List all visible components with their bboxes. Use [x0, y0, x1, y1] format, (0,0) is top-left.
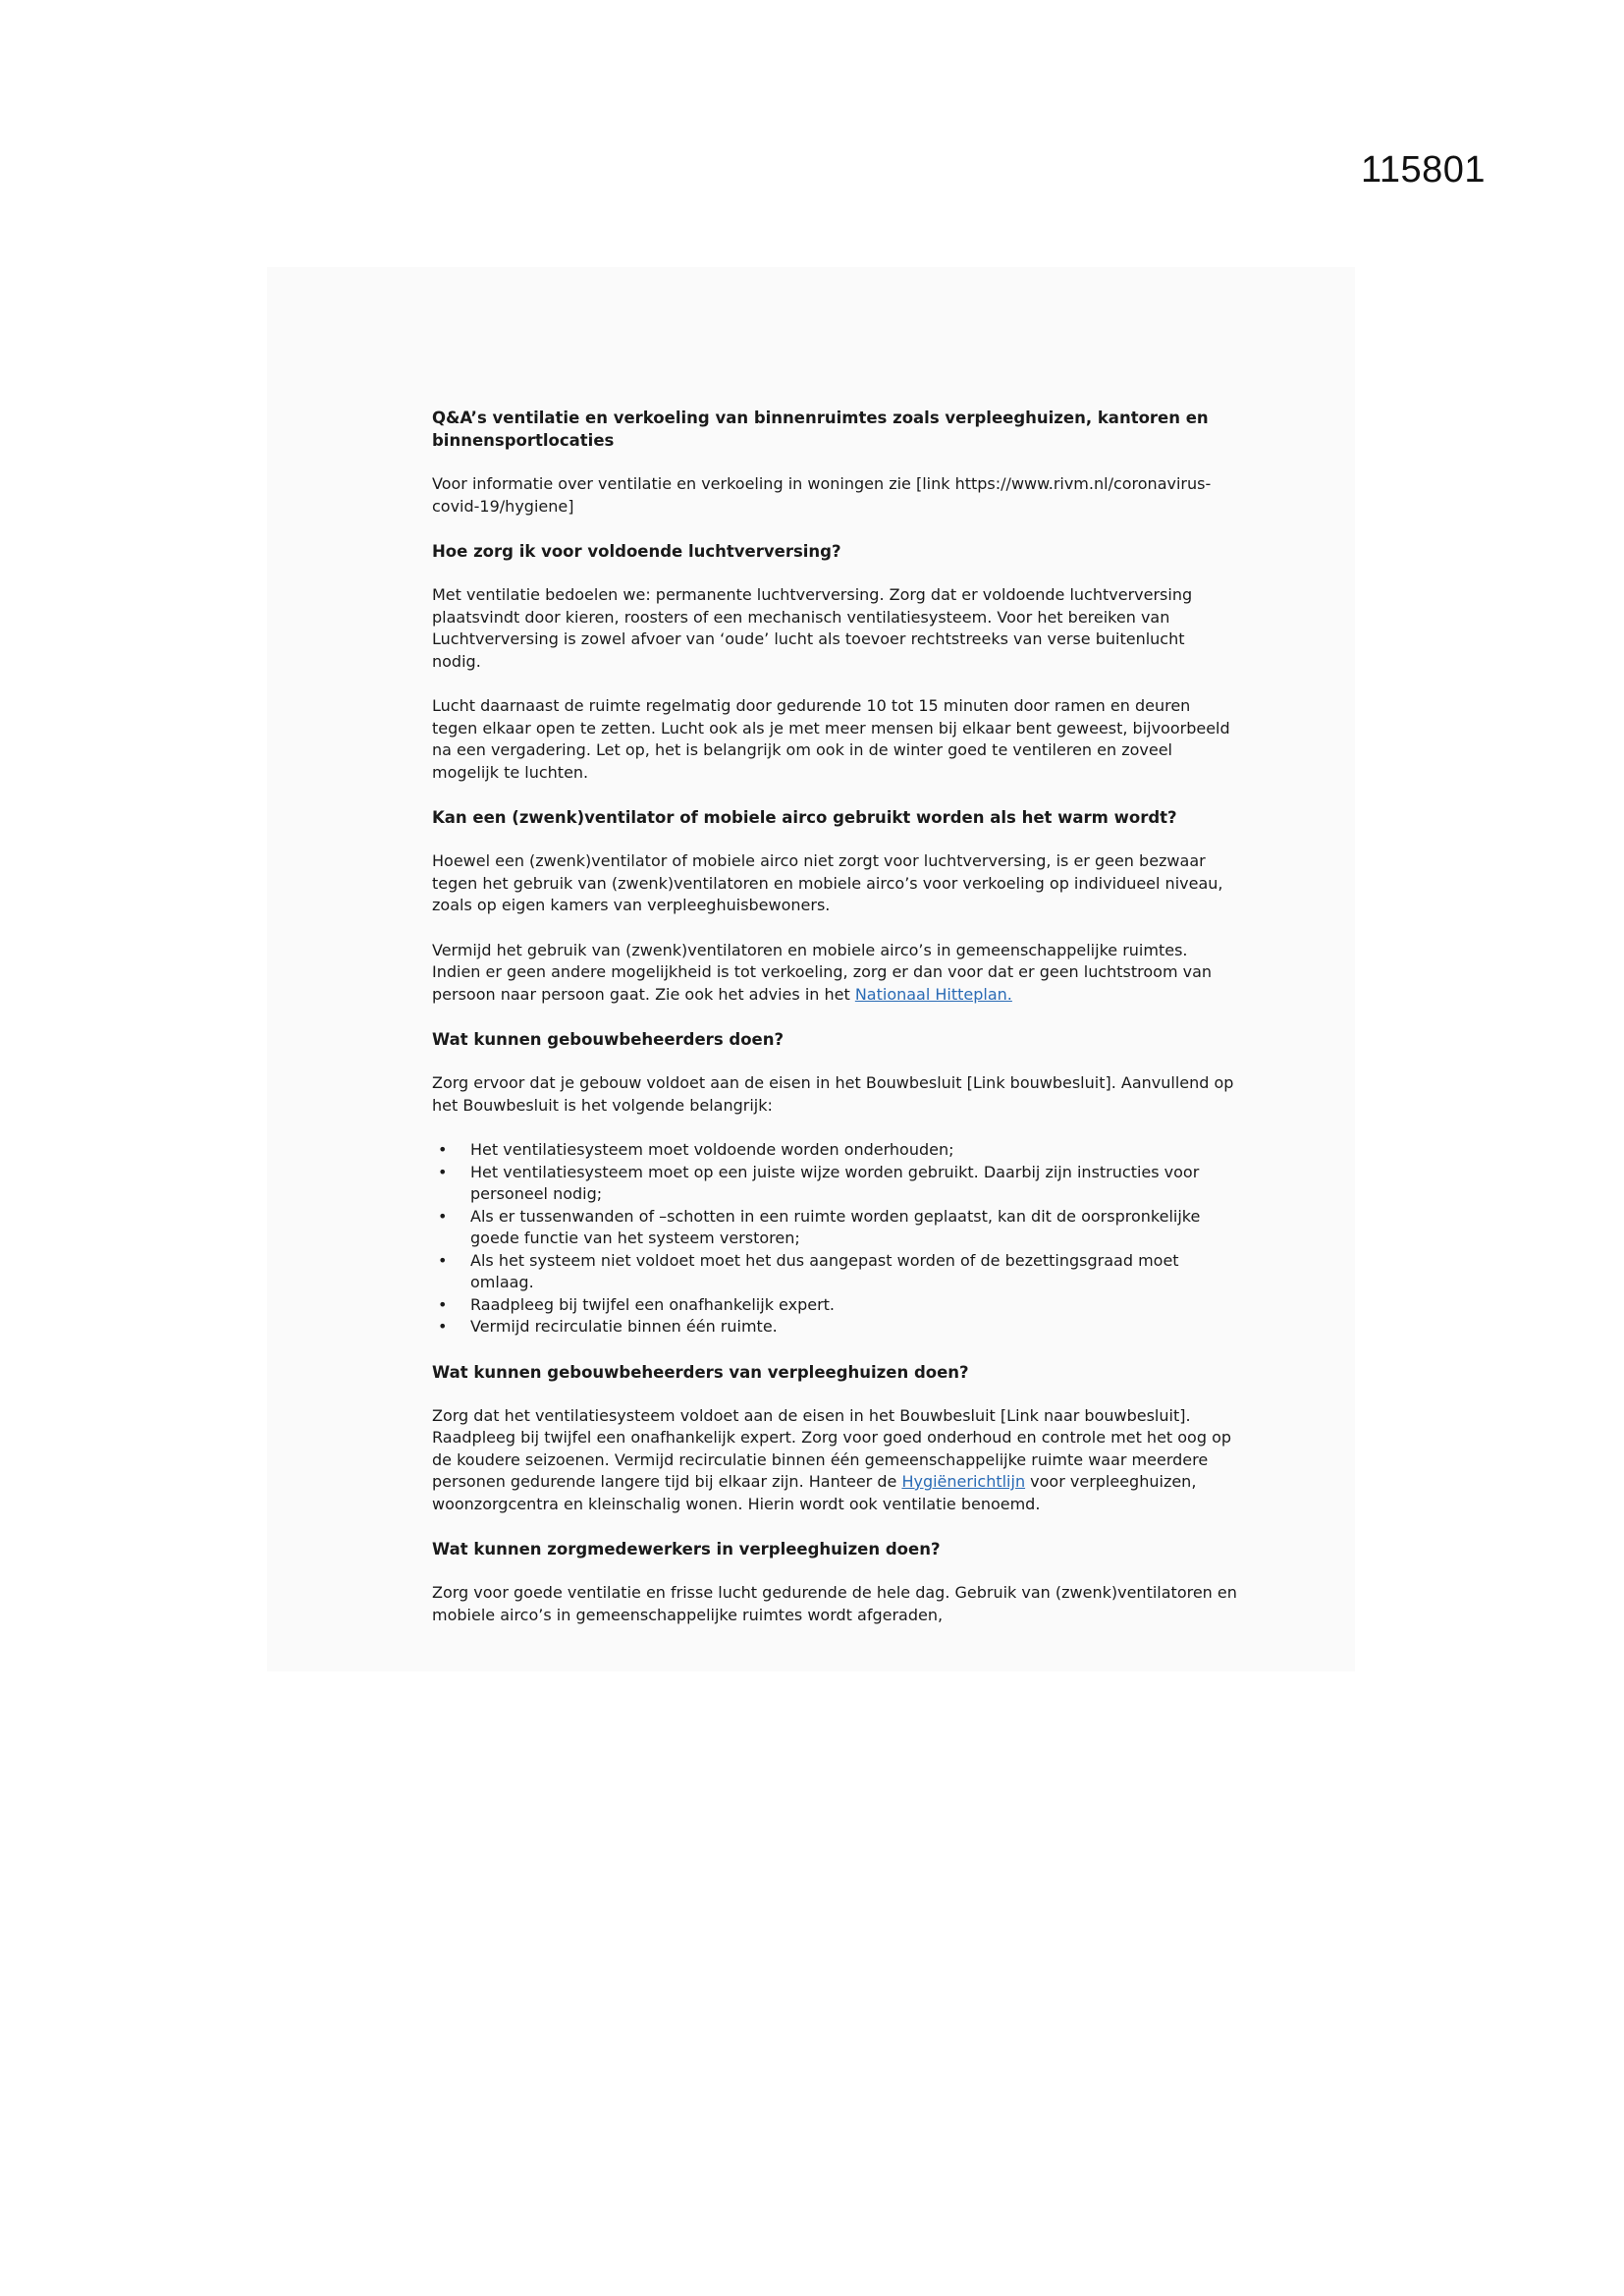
paragraph-ventilator-individueel: Hoewel een (zwenk)ventilator of mobiele airco niet zorgt voor luchtverversing, is er geen bezwaar tegen het gebruik van (zwenk)ventilatoren en mobiele airco’s voor verkoeling op individueel niveau, zoals op eigen kamers van verpleeghuisbewoners.	[432, 851, 1223, 914]
heading-ventilator-airco: Kan een (zwenk)ventilator of mobiele airco gebruikt worden als het warm wordt?	[432, 808, 1177, 827]
list-item	[432, 1139, 1237, 1162]
list-item-text: Als het systeem niet voldoet moet het dus aangepast worden of de bezettingsgraad moet omlaag.	[470, 1250, 1179, 1291]
document-body	[432, 407, 1237, 1649]
list-item-text: Het ventilatiesysteem moet op een juiste wijze worden gebruikt. Daarbij zijn instructies voor personeel nodig;	[470, 1162, 1200, 1203]
list-item	[432, 1206, 1237, 1250]
list-item-text: Vermijd recirculatie binnen één ruimte.	[470, 1317, 778, 1336]
link-nationaal-hitteplan[interactable]: Nationaal Hitteplan.	[854, 984, 1012, 1004]
bullet-icon: •	[438, 1162, 448, 1181]
paragraph-ventilatie-definitie: Met ventilatie bedoelen we: permanente luchtverversing. Zorg dat er voldoende luchtverversing plaatsvindt door kieren, roosters of een mechanisch ventilatiesysteem. Voor het bereiken van Luchtverversing is zowel afvoer van ‘oude’ lucht als toevoer rechtstreeks van verse buitenlucht nodig.	[432, 585, 1193, 671]
list-item	[432, 1162, 1237, 1206]
document-title: Q&A’s ventilatie en verkoeling van binnenruimtes zoals verpleeghuizen, kantoren en binnensportlocaties	[432, 409, 1209, 450]
list-item-text: Als er tussenwanden of –schotten in een ruimte worden geplaatst, kan dit de oorspronkelijke goede functie van het systeem verstoren;	[470, 1206, 1201, 1247]
heading-gebouwbeheerders: Wat kunnen gebouwbeheerders doen?	[432, 1030, 785, 1049]
paragraph-zorgmedewerkers: Zorg voor goede ventilatie en frisse lucht gedurende de hele dag. Gebruik van (zwenk)ventilatoren en mobiele airco’s in gemeenschappelijke ruimtes wordt afgeraden,	[432, 1583, 1237, 1624]
list-item	[432, 1250, 1237, 1294]
bullet-list-gebouwbeheerders	[432, 1139, 1237, 1339]
bullet-icon: •	[438, 1140, 448, 1159]
list-item-text: Raadpleeg bij twijfel een onafhankelijk expert.	[470, 1294, 836, 1314]
page-number: 115801	[1361, 149, 1486, 191]
heading-zorgmedewerkers: Wat kunnen zorgmedewerkers in verpleeghuizen doen?	[432, 1540, 941, 1558]
paragraph-bouwbesluit: Zorg ervoor dat je gebouw voldoet aan de eisen in het Bouwbesluit [Link bouwbesluit]. Aanvullend op het Bouwbesluit is het volgende belangrijk:	[432, 1073, 1234, 1115]
paragraph-verpleeghuizen-ventilatiesysteem	[432, 1405, 1237, 1516]
paragraph-luchten: Lucht daarnaast de ruimte regelmatig door gedurende 10 tot 15 minuten door ramen en deuren tegen elkaar open te zetten. Lucht ook als je met meer mensen bij elkaar bent geweest, bijvoorbeeld na een vergadering. Let op, het is belangrijk om ook in de winter goed te ventileren en zoveel mogelijk te luchten.	[432, 696, 1230, 782]
bullet-icon: •	[438, 1317, 448, 1336]
intro-paragraph: Voor informatie over ventilatie en verkoeling in woningen zie [link https://www.rivm.nl/coronavirus-covid-19/hygiene]	[432, 474, 1212, 516]
paragraph-text: voor verpleeghuizen, woonzorgcentra en kleinschalig wonen. Hierin wordt ook ventilatie benoemd.	[432, 1472, 1197, 1513]
list-item	[432, 1294, 1237, 1317]
list-item	[432, 1316, 1237, 1339]
paragraph-text: Vermijd het gebruik van (zwenk)ventilatoren en mobiele airco’s in gemeenschappelijke ruimtes. Indien er geen andere mogelijkheid is tot verkoeling, zorg er dan voor dat er geen luchtstroom van persoon naar persoon gaat. Zie ook het advies in het	[432, 940, 1213, 1004]
list-item-text: Het ventilatiesysteem moet voldoende worden onderhouden;	[470, 1140, 954, 1159]
bullet-icon: •	[438, 1294, 448, 1314]
bullet-icon: •	[438, 1250, 448, 1270]
heading-luchtverversing: Hoe zorg ik voor voldoende luchtverversing?	[432, 542, 841, 561]
paragraph-text: Zorg dat het ventilatiesysteem voldoet aan de eisen in het Bouwbesluit [Link naar bouwbesluit]. Raadpleeg bij twijfel een onafhankelijk expert. Zorg voor goed onderhoud en controle met het oog op de koudere seizoenen. Vermijd recirculatie binnen één gemeenschappelijke ruimte waar meerdere personen gedurende langere tijd bij elkaar zijn. Hanteer de	[432, 1405, 1232, 1491]
paragraph-gemeenschappelijke-ruimtes	[432, 940, 1237, 1007]
bullet-icon: •	[438, 1206, 448, 1226]
heading-verpleeghuizen-gebouwbeheerders: Wat kunnen gebouwbeheerders van verpleeghuizen doen?	[432, 1362, 969, 1382]
link-hygienerichtlijn[interactable]: Hygiënerichtlijn	[901, 1472, 1026, 1491]
